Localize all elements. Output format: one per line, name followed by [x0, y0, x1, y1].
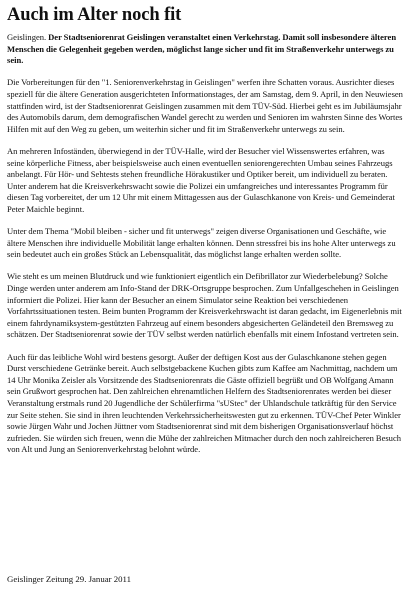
article-paragraph: Die Vorbereitungen für den "1. Seniorenverkehrstag in Geislingen" werfen ihre Schatten voraus. Ausrichter dieses speziell für die ältere Generation ausgerichteten Informationstages, der am Samstag, dem 9. April, in den Neuwiesen stattfinden wird, ist der Stadtseniorenrat Geislingen zusammen mit dem TÜV-Süd. Hierbei geht es im Jubiläumsjahr des Automobils darum, dem demografischen Wandel gerecht zu werden und Senioren im wahrsten Sinne des Wortes Hilfen mit auf den Weg zu geben, um weiterhin sicher und fit im Straßenverkehr unterwegs zu sein.: [7, 77, 403, 134]
article-paragraph: Auch für das leibliche Wohl wird bestens gesorgt. Außer der deftigen Kost aus der Gulaschkanone stehen gegen Durst verschiedene Getränke bereit. Auch selbstgebackene Kuchen gibts zum Kaffee am Nachmittag, nachdem um 14 Uhr Monika Zeisler als Vorsitzende des Stadtseniorenrats die Gäste offiziell begrüßt und OB Wolfgang Amann sein Grußwort gesprochen hat. Den zahlreichen ehrenamtlichen Helfern des Stadtseniorenrates werden bei dieser Veranstaltung erstmals rund 20 Jugendliche der Schülerfirma "sUStec" der Uhlandschule tatkräftig für den Service zur Seite stehen. Sie sind in ihren leuchtenden Verkehrssicherheitswesten gut zu erkennen. TÜV-Chef Peter Winkler sowie Jürgen Wahr und Jochen Jüttner vom Stadtseniorenrat sind mit dem bisherigen Organisationsverlauf höchst zufrieden. Sie würden sich freuen, wenn die Mühe der zahlreichen Mitmacher durch den noch zahlreicheren Besuch von Alt und Jung an Seniorenverkehrstag belohnt würde.: [7, 351, 402, 455]
article-headline: Auch im Alter noch fit: [7, 5, 182, 25]
source-line: Geislinger Zeitung 29. Januar 2011: [7, 574, 132, 584]
article-paragraph: An mehreren Infoständen, überwiegend in der TÜV-Halle, wird der Besucher viel Wissenswertes erfahren, was seine körperliche Fitness, aber beispielsweise auch einen eventuellen seniorengerechten Umbau seines Fahrzeugs anbelangt. Für Hör- und Sehtests stehen freundliche Hörakustiker und Optiker bereit, um individuell zu beraten. Unter anderem hat die Kreisverkehrswacht sowie die Polizei ein umfangreiches und interessantes Programm für diesen Tag vorbereitet, der um 12 Uhr mit einem Mittagessen aus der Gulaschkanone von Kreis- und Gemeinderat Peter Maichle beginnt.: [7, 145, 395, 214]
lead-place: Geislingen.: [7, 32, 47, 42]
article-paragraph: Unter dem Thema "Mobil bleiben - sicher und fit unterwegs" zeigen diverse Organisationen und Geschäfte, wie ältere Menschen ihre individuelle Mobilität lange erhalten können. Denn stressfrei bis ins hohe Alter unterwegs zu sein bedeutet auch ein großes Stück an Lebensqualität, das möglichst lange erhalten werden sollte.: [7, 226, 396, 260]
article-lead: [7, 32, 403, 67]
article-paragraph: Wie steht es um meinen Blutdruck und wie funktioniert eigentlich ein Defibrillator zur Wiederbelebung? Solche Dinge werden unter anderem am Info-Stand der DRK-Ortsgruppe besprochen. Zum Unfallgeschehen in Geislingen informiert die Polizei. Hier kann der Besucher an einem Simulator seine Reaktion bei verschiedenen Vorfahrtssituationen testen. Beim bunten Programm der Kreisverkehrswacht ist daran gedacht, im Eigenerlebnis mit einem fahrdynamiksystem-gestützten Fahrzeug auf einem besonders abgesicherten Geländeteil den Bremsweg zu schätzen. Der Stadtseniorenrat sowie der TÜV selbst werden natürlich ebenfalls mit einem Infostand vertreten sein.: [7, 271, 402, 340]
lead-text: Der Stadtseniorenrat Geislingen veranstaltet einen Verkehrstag. Damit soll insbesondere älteren Menschen die Gelegenheit gegeben werden, möglichst lange sicher und fit im Straßenverkehr unterwegs zu sein.: [7, 32, 397, 66]
article: [7, 4, 403, 467]
